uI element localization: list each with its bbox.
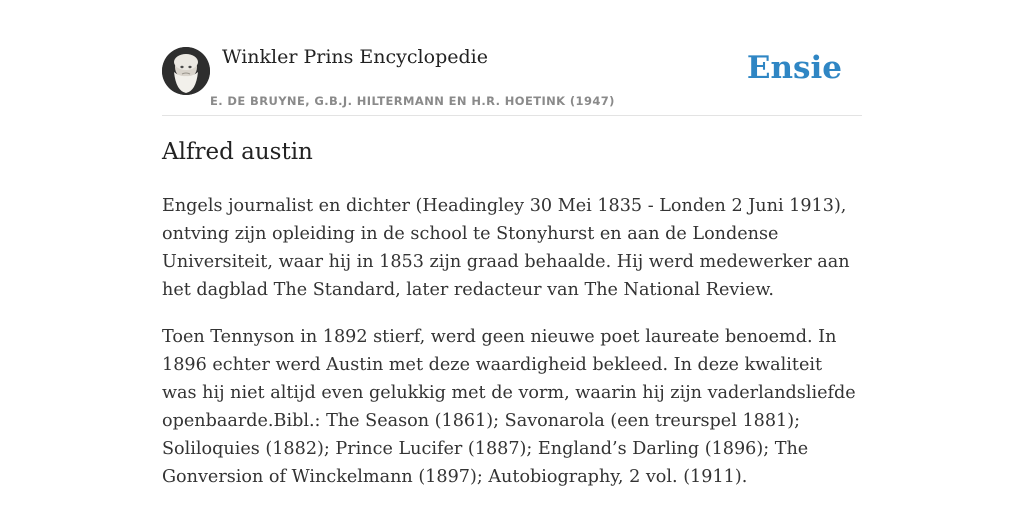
source-authors: E. DE BRUYNE, G.B.J. HILTERMANN EN H.R. HOETINK (1947): [210, 94, 615, 108]
source-header: [162, 40, 862, 116]
bearded-man-portrait-icon: [162, 47, 210, 95]
brand-logo[interactable]: Ensie: [746, 50, 842, 86]
avatar: [162, 47, 210, 95]
source-title[interactable]: Winkler Prins Encyclopedie: [222, 46, 488, 68]
article-title: Alfred austin: [162, 139, 313, 165]
article-paragraph: Toen Tennyson in 1892 stierf, werd geen nieuwe poet laureate benoemd. In 1896 echter werd Austin met deze waardigheid bekleed. In deze kwaliteit was hij niet altijd even gelukkig met de vorm, waarin hij zijn vaderlandsliefde openbaarde.Bibl.: The Season (1861); Savonarola (een treurspel 1881); Soliloquies (1882); Prince Lucifer (1887); England’s Darling (1896); The Gonversion of Winckelmann (1897); Autobiography, 2 vol. (1911).: [162, 327, 856, 487]
article-paragraph: Engels journalist en dichter (Headingley 30 Mei 1835 - Londen 2 Juni 1913), ontving zijn opleiding in de school te Stonyhurst en aan de Londense Universiteit, waar hij in 1853 zijn graad behaalde. Hij werd medewerker aan het dagblad The Standard, later redacteur van The National Review.: [162, 196, 850, 300]
article-body: [162, 192, 862, 510]
